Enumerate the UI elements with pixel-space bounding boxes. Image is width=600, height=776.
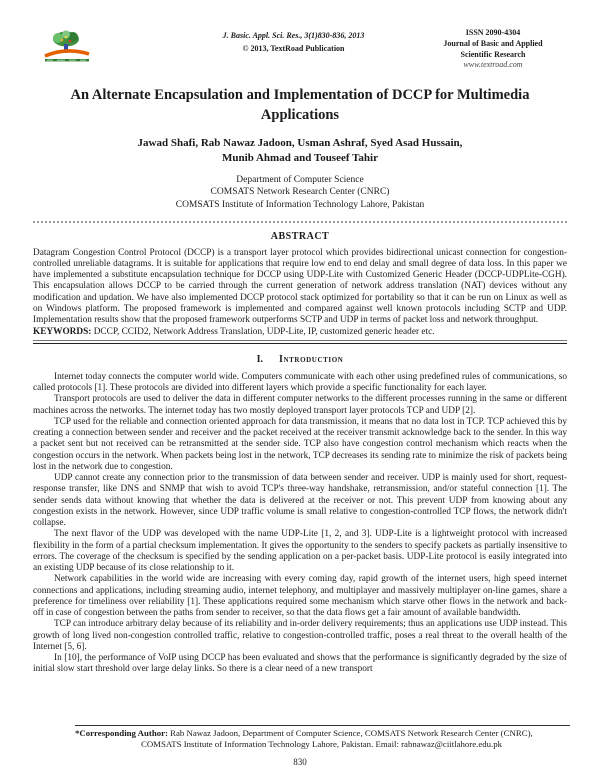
affiliation-block [33,174,567,212]
textroad-logo [33,26,168,70]
section-number: I. [256,353,264,365]
section-heading-introduction [33,354,567,365]
corresponding-author-footnote [33,725,570,750]
journal-citation: J. Basic. Appl. Sci. Res., 3(1)830-836, 2013 [222,31,365,40]
paragraph: In [10], the performance of VoIP using DCCP has been evaluated and shows that the performance is significantly degraded by the size of initial slow start threshold over large delay links. So there is a clear need of a new transport [33,653,567,675]
keywords-line [33,327,567,338]
affiliation-center: COMSATS Network Research Center (CNRC) [210,187,390,198]
page-number: 830 [293,757,307,767]
copyright-line: © 2013, TextRoad Publication [242,43,345,53]
paragraph: The next flavor of the UDP was developed with the name UDP-Lite [1, 2, and 3]. UDP-Lite is a lightweight protocol with increased flexibility in the form of a partial checksum implementation. It gives the opportunity to the senders to specify packets as partially insensitive to errors. The coverage of the checksum is specified by the sending application on a per-packet basis. UDP-Lite protocol is easily integrated into an existing UDP because of its close relationship to it. [33,529,567,574]
paragraph: Transport protocols are used to deliver the data in different computer networks to the different processes running in the same or different machines across the networks. The internet today has two mostly deployed transport layer protocols TCP and UDP [2]. [33,394,567,416]
journal-name-line1: Journal of Basic and Applied [443,38,543,48]
footnote-line1 [33,728,570,739]
corresponding-author-label: *Corresponding Author: [75,728,168,738]
footnote-divider [75,725,570,726]
journal-name-line2: Scientific Research [460,49,526,59]
affiliation-institute: COMSATS Institute of Information Technology Lahore, Pakistan [175,199,425,210]
footnote-line2: COMSATS Institute of Information Technology Lahore, Pakistan. Email: rabnawaz@ciitlahore.edu.pk [140,739,503,749]
authors-line1: Jawad Shafi, Rab Nawaz Jadoon, Usman Ashraf, Syed Asad Hussain, [137,137,463,150]
paragraph: TCP can introduce arbitrary delay because of its reliability and in-order delivery requirements; thus an applications use UDP instead. This growth of long lived non-congestion controlled traffic, relative to congestion-controlled traffic, poses a real threat to the overall health of the Internet [5, 6]. [33,619,567,652]
corresponding-author-text: Rab Nawaz Jadoon, Department of Computer Science, COMSATS Network Research Center (CNRC), [167,728,533,738]
dotted-divider [33,221,567,223]
textroad-logo-icon [33,29,105,65]
paragraph: Network capabilities in the world wide are increasing with every coming day, rapid growth of the internet users, high speed internet connections and applications, including streaming audio, internet telephony, and multiplayer and massively multiplayer on-line games, share a preference for timeliness over reliability [1]. These applications required some mechanism which starve other flows in the network and back-off in case of congestion between the paths from sender to receiver, so that the data flows get a fair amount of available bandwidth. [33,574,567,619]
paragraph: TCP used for the reliable and connection oriented approach for data transmission, it means that no data lost in TCP. TCP achieved this by creating a connection between sender and receiver and the packet received at the receiver transmit acknowledge back to the sender. In this way a packet sent but not received can be retransmitted at the sender side. TCP also have congestion control mechanism which reacts when the congestion occurs in the network. When packets being lost in the network, TCP decreases its sending rate to minimize the risk of packets being lost in the network due to congestion. [33,416,567,472]
issn-line: ISSN 2090-4304 [465,28,521,37]
keywords-label: KEYWORDS: [33,326,92,337]
keywords-text: DCCP, CCID2, Network Address Translation, UDP-Lite, IP, customized generic header etc. [91,326,435,337]
journal-website: www.textroad.com [463,60,523,70]
affiliation-department: Department of Computer Science [236,174,364,185]
authors-line2: Munib Ahmad and Touseef Tahir [222,151,378,164]
paper-title: An Alternate Encapsulation and Implementation of DCCP for Multimedia Applications [70,87,530,123]
paragraph: Internet today connects the computer world wide. Computers communicate with each other using predefined rules of communications, so called protocols [1]. These protocols are divided into different layers which provide a specific functionality for each layer. [33,371,567,394]
authors-block [33,136,567,165]
paragraph: UDP cannot create any connection prior to the transmission of data between sender and receiver. UDP is mainly used for short, request-response transfer, like DNS and SNMP that wish to avoid TCP's three-way handshake, retransmission, and/or stateful connection [1]. The sender sends data without knowing that whether the data is delivered at the receiver or not. This prevent UDP from knowing about any congestion exists in the network. However, since UDP traffic volume is small relative to congestion-controlled TCP flows, the network didn't collapse. [33,473,567,529]
abstract-heading: ABSTRACT [270,230,330,242]
abstract-text: Datagram Congestion Control Protocol (DCCP) is a transport layer protocol which provides bidirectional unicast connection for congestion-controlled unreliable datagrams. It is suitable for applications that require low end to end delay and small degree of data loss. In this paper we have implemented a substitute encapsulation technique for DCCP using UDP-Lite with Customized Generic Header (DCCP-UDPLite-CGH). This encapsulation allows DCCP to be carried through the current generation of network address translation (NAT) devices without any modification and updation. We have also implemented DCCP protocol stack optimized for portability so that it can be run on Linux as well as on Windows platform. The proposed framework is implemented and compared against well known protocols including SCTP and UDP. Implementation results show that the proposed framework outperforms SCTP and UDP in terms of packet loss and network throughput. [33,247,567,326]
journal-citation-block [168,26,419,56]
abstract-divider [33,340,567,344]
introduction-body [33,372,567,676]
journal-info-block [419,26,567,71]
page-header [33,26,567,71]
section-title: Introduction [279,353,344,365]
